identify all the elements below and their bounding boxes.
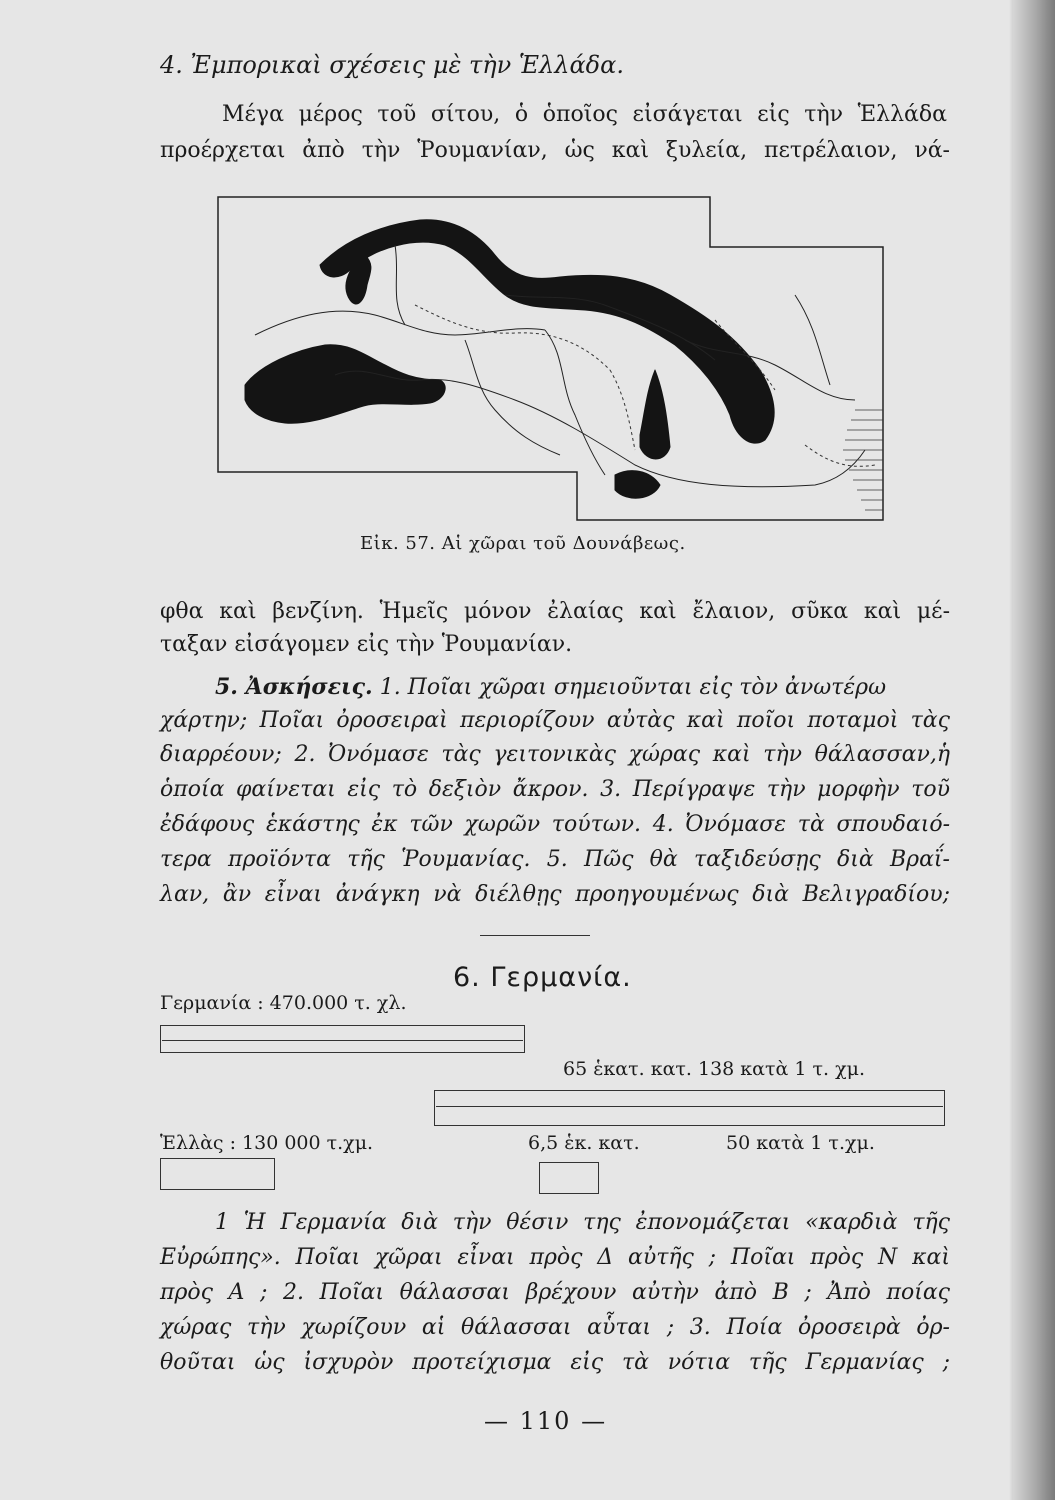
section-5-line-2: χάρτην; Ποῖαι ὀροσειραὶ περιορίζουν αὐτὰς καὶ ποῖοι ποταμοὶ τὰς (160, 708, 950, 733)
section-4-line-2: προέρχεται ἀπὸ τὴν Ῥουμανίαν, ὡς καὶ ξυλεία, πετρέλαιον, νά- (160, 138, 950, 163)
section-5-line-5: ἐδάφους ἑκάστης ἐκ τῶν χωρῶν τούτων. 4. Ὀνόμασε τὰ σπουδαιό- (160, 812, 950, 837)
section-4-line-1: Μέγα μέρος τοῦ σίτου, ὁ ὁποῖος εἰσάγεται εἰς τὴν Ἑλλάδα (222, 102, 947, 127)
continuation-line-1: φθα καὶ βενζίνη. Ἡμεῖς μόνον ἐλαίας καὶ ἔλαιον, σῦκα καὶ μέ- (160, 599, 950, 624)
continuation-line-2: ταξαν εἰσάγομεν εἰς τὴν Ῥουμανίαν. (160, 632, 573, 657)
section-5-line-6: τερα προϊόντα τῆς Ῥουμανίας. 5. Πῶς θὰ ταξιδεύσῃς διὰ Βραΐ- (160, 847, 950, 872)
section-divider (480, 935, 590, 936)
page-edge-shadow (1013, 0, 1055, 1500)
section-5-line-4: ὁποία φαίνεται εἰς τὸ δεξιὸν ἄκρον. 3. Περίγραψε τὴν μορφὴν τοῦ (160, 777, 950, 802)
danube-countries-map (215, 185, 890, 530)
section-4-heading: 4. Ἐμπορικαὶ σχέσεις μὲ τὴν Ἑλλάδα. (160, 51, 624, 79)
germany-area-bar (160, 1025, 525, 1053)
section-5-heading: 5. Ἀσκήσεις. (215, 674, 373, 700)
germany-population: 65 ἑκατ. κατ. 138 κατὰ 1 τ. χμ. (563, 1058, 866, 1080)
section-5-line-7: λαν, ἂν εἶναι ἀνάγκη νὰ διέλθῃς προηγουμένως διὰ Βελιγραδίου; (160, 882, 950, 907)
section-5-first-line (215, 672, 950, 703)
greece-area-bar (160, 1158, 275, 1190)
section-6-question-2: Εὐρώπης». Ποῖαι χῶραι εἶναι πρὸς Δ αὐτῆς ; Ποῖαι πρὸς Ν καὶ (160, 1245, 950, 1270)
germany-area-bar-line (162, 1040, 523, 1041)
greece-population-bar (539, 1162, 599, 1194)
figure-caption: Εἰκ. 57. Αἱ χῶραι τοῦ Δουνάβεως. (360, 533, 686, 554)
section-6-question-3: πρὸς Α ; 2. Ποῖαι θάλασσαι βρέχουν αὐτὴν ἀπὸ Β ; Ἀπὸ ποίας (160, 1280, 950, 1305)
section-5-line-3: διαρρέουν; 2. Ὀνόμασε τὰς γειτονικὰς χώρας καὶ τὴν θάλασσαν,ἡ (160, 742, 950, 767)
section-6-heading: 6. Γερμανία. (453, 962, 632, 993)
germany-population-bar-line (436, 1106, 943, 1107)
section-6-question-5: θοῦται ὡς ἰσχυρὸν προτείχισμα εἰς τὰ νότια τῆς Γερμανίας ; (160, 1350, 950, 1375)
greece-area: Ἑλλὰς : 130 000 τ.χμ. (160, 1132, 374, 1154)
germany-area: Γερμανία : 470.000 τ. χλ. (160, 992, 407, 1014)
section-6-question-4: χώρας τὴν χωρίζουν αἱ θάλασσαι αὗται ; 3. Ποία ὀροσειρὰ ὀρ- (160, 1315, 950, 1340)
germany-population-bar (434, 1090, 945, 1126)
greece-density: 50 κατὰ 1 τ.χμ. (726, 1132, 875, 1154)
page-number: — 110 — (484, 1407, 608, 1435)
section-5-line-1: 1. Ποῖαι χῶραι σημειοῦνται εἰς τὸν ἀνωτέρω (372, 675, 887, 700)
greece-population: 6,5 ἑκ. κατ. (528, 1132, 640, 1154)
section-6-question-1: 1 Ἡ Γερμανία διὰ τὴν θέσιν της ἐπονομάζεται «καρδιὰ τῆς (215, 1210, 950, 1235)
